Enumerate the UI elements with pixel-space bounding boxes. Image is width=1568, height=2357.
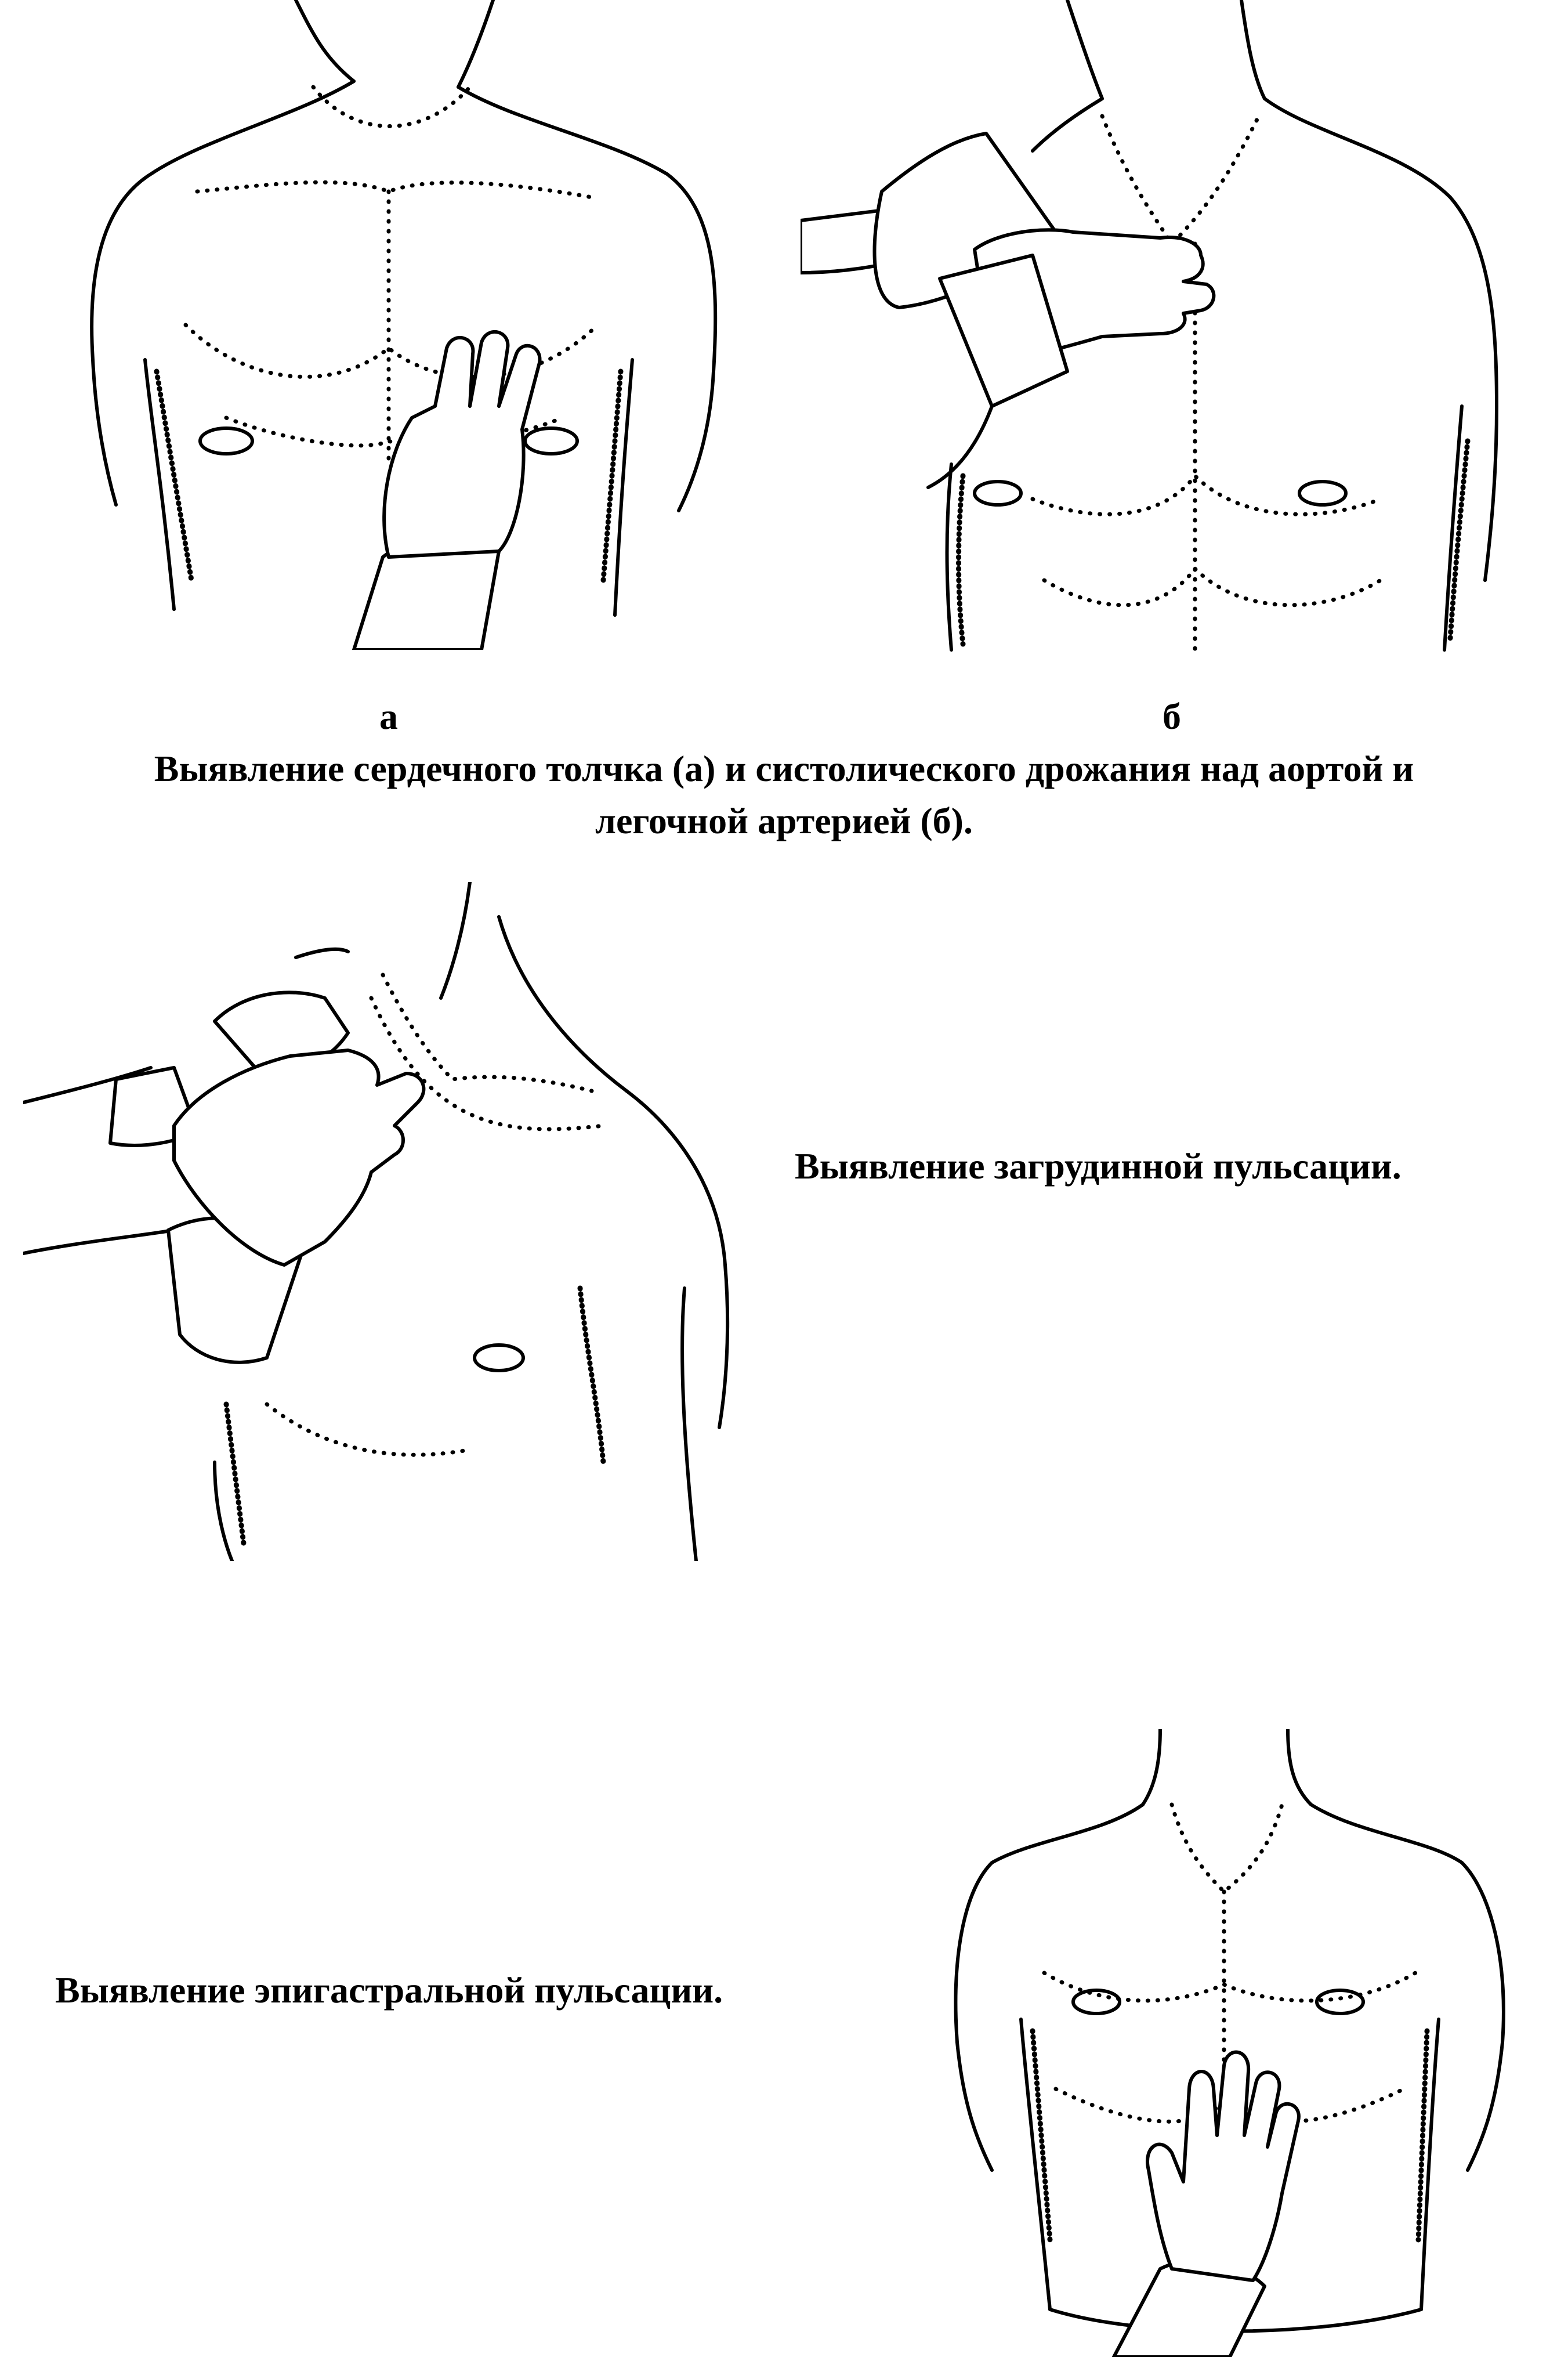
caption-apex-thrill-line-1: Выявление сердечного толчка (а) и систолического дрожания над аортой и	[154, 748, 1414, 789]
figure-b-torso-hand-base	[801, 0, 1514, 656]
torso-palm-on-apex-icon	[52, 0, 725, 650]
torso-palm-on-epigastrium-icon	[940, 1729, 1520, 2357]
caption-retrosternal-pulsation: Выявление загрудинной пульсации.	[795, 1145, 1402, 1187]
caption-apex-thrill-line-2: легочной артерией (б).	[595, 800, 973, 841]
figure-retrosternal-pulsation	[23, 882, 743, 1561]
figure-epigastric-pulsation	[940, 1729, 1520, 2357]
caption-epigastric-pulsation: Выявление эпигастральной пульсации.	[55, 1969, 723, 2011]
figure-b-label: б	[1163, 696, 1181, 737]
figure-a-label: а	[379, 696, 398, 737]
figure-a-torso-palm-apex	[52, 0, 725, 650]
torso-hand-on-base-icon	[801, 0, 1514, 656]
torso-finger-in-jugular-notch-icon	[23, 882, 743, 1561]
